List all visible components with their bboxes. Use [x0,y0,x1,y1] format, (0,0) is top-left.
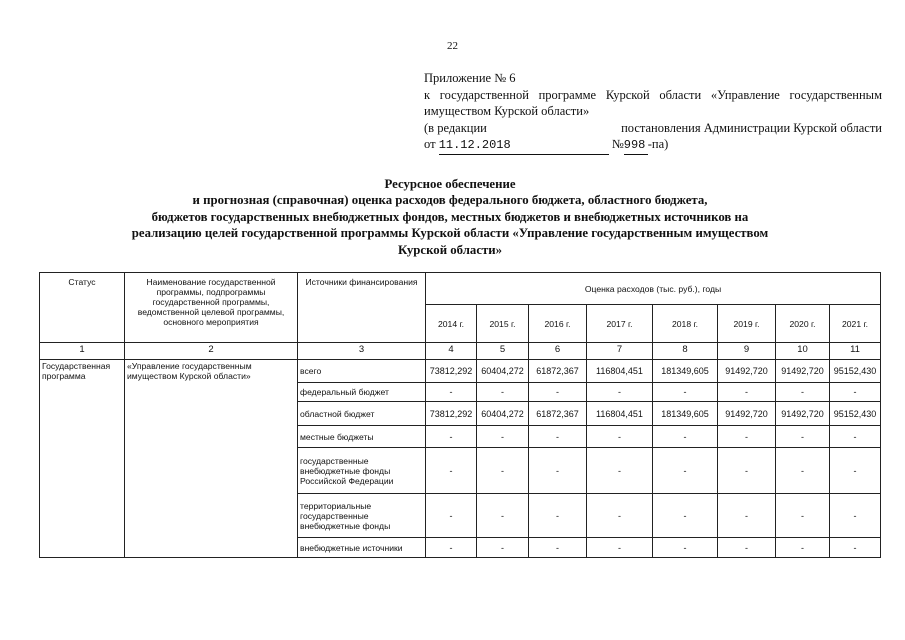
value-cell: - [653,426,718,448]
value-cell: - [776,538,830,558]
value-cell: - [718,494,776,538]
value-cell: - [529,494,587,538]
source-cell: внебюджетные источники [298,538,426,558]
appendix-edition-ref: постановления Администрации Курской области [621,120,882,135]
value-cell: - [587,448,653,494]
column-number: 9 [718,343,776,360]
header-year: 2018 г. [653,305,718,343]
value-cell: - [830,383,881,402]
header-estimate: Оценка расходов (тыс. руб.), годы [426,273,881,305]
column-number: 1 [40,343,125,360]
value-cell: - [426,448,477,494]
value-cell: - [776,383,830,402]
value-cell: 181349,605 [653,402,718,426]
value-cell: 61872,367 [529,360,587,383]
value-cell: - [529,448,587,494]
column-number: 10 [776,343,830,360]
header-year: 2016 г. [529,305,587,343]
value-cell: 91492,720 [776,360,830,383]
header-year: 2015 г. [477,305,529,343]
header-status: Статус [40,273,125,343]
value-cell: - [776,426,830,448]
value-cell: - [830,448,881,494]
number-prefix: № [611,137,624,151]
value-cell: 91492,720 [776,402,830,426]
value-cell: - [477,538,529,558]
column-number: 6 [529,343,587,360]
value-cell: - [718,538,776,558]
value-cell: - [653,383,718,402]
appendix-signature-line [424,136,882,155]
value-cell: - [653,538,718,558]
value-cell: 95152,430 [830,360,881,383]
budget-table [39,272,881,558]
date-prefix: от [424,137,436,151]
appendix-block [424,70,882,155]
header-year: 2021 г. [830,305,881,343]
column-number: 3 [298,343,426,360]
source-cell: федеральный бюджет [298,383,426,402]
header-sources: Источники финансирования [298,273,426,343]
value-cell: - [587,538,653,558]
date-field: 11.12.2018 [439,137,609,155]
value-cell: 91492,720 [718,360,776,383]
header-year: 2019 г. [718,305,776,343]
value-cell: - [477,494,529,538]
value-cell: 91492,720 [718,402,776,426]
value-cell: 95152,430 [830,402,881,426]
source-cell: местные бюджеты [298,426,426,448]
column-number: 7 [587,343,653,360]
source-cell: всего [298,360,426,383]
value-cell: 73812,292 [426,360,477,383]
column-number: 4 [426,343,477,360]
value-cell: - [830,538,881,558]
column-number: 8 [653,343,718,360]
value-cell: - [718,426,776,448]
column-number: 2 [125,343,298,360]
value-cell: - [529,426,587,448]
value-cell: - [776,448,830,494]
appendix-title: Приложение № 6 [424,71,516,85]
value-cell: - [477,383,529,402]
appendix-program-ref: к государственной программе Курской области «Управление государственным имуществом Курской области» [424,87,882,118]
appendix-edition-prefix: (в редакции [424,120,487,135]
status-cell: Государственная программа [40,360,125,558]
value-cell: - [477,448,529,494]
value-cell: - [587,426,653,448]
value-cell: 116804,451 [587,360,653,383]
program-name-cell: «Управление государственным имуществом Курской области» [125,360,298,558]
value-cell: - [477,426,529,448]
title-line-3: бюджетов государственных внебюджетных фондов, местных бюджетов и внебюджетных источников на [151,209,749,224]
value-cell: 73812,292 [426,402,477,426]
value-cell: - [718,383,776,402]
value-cell: - [426,383,477,402]
table-row [40,360,881,383]
value-cell: - [426,426,477,448]
header-year: 2017 г. [587,305,653,343]
source-cell: областной бюджет [298,402,426,426]
value-cell: - [529,538,587,558]
value-cell: - [587,383,653,402]
page-number: 22 [447,40,458,52]
value-cell: 60404,272 [477,360,529,383]
value-cell: 116804,451 [587,402,653,426]
value-cell: - [718,448,776,494]
value-cell: 181349,605 [653,360,718,383]
document-title [60,176,840,258]
value-cell: - [653,494,718,538]
value-cell: - [830,494,881,538]
value-cell: - [529,383,587,402]
value-cell: - [426,538,477,558]
header-year: 2020 г. [776,305,830,343]
column-number: 5 [477,343,529,360]
appendix-edition [424,120,882,137]
number-suffix: -па) [647,137,669,151]
header-name: Наименование государственной программы, подпрограммы государственной программы, ведомственной целевой программы, основного мероприятия [125,273,298,343]
title-line-1: Ресурсное обеспечение [384,177,516,191]
value-cell: 61872,367 [529,402,587,426]
value-cell: - [426,494,477,538]
column-number: 11 [830,343,881,360]
value-cell: - [776,494,830,538]
value-cell: - [830,426,881,448]
header-year: 2014 г. [426,305,477,343]
title-line-4: реализацию целей государственной программы Курской области «Управление государственным имуществом [131,226,769,241]
title-line-5: Курской области» [397,242,503,257]
source-cell: государственные внебюджетные фонды Российской Федерации [298,448,426,494]
title-line-2: и прогнозная (справочная) оценка расходов федерального бюджета, областного бюджета, [192,193,708,208]
column-number-row [40,343,881,360]
number-field: 998 [624,137,648,155]
value-cell: - [587,494,653,538]
value-cell: 60404,272 [477,402,529,426]
value-cell: - [653,448,718,494]
source-cell: территориальные государственные внебюджетные фонды [298,494,426,538]
